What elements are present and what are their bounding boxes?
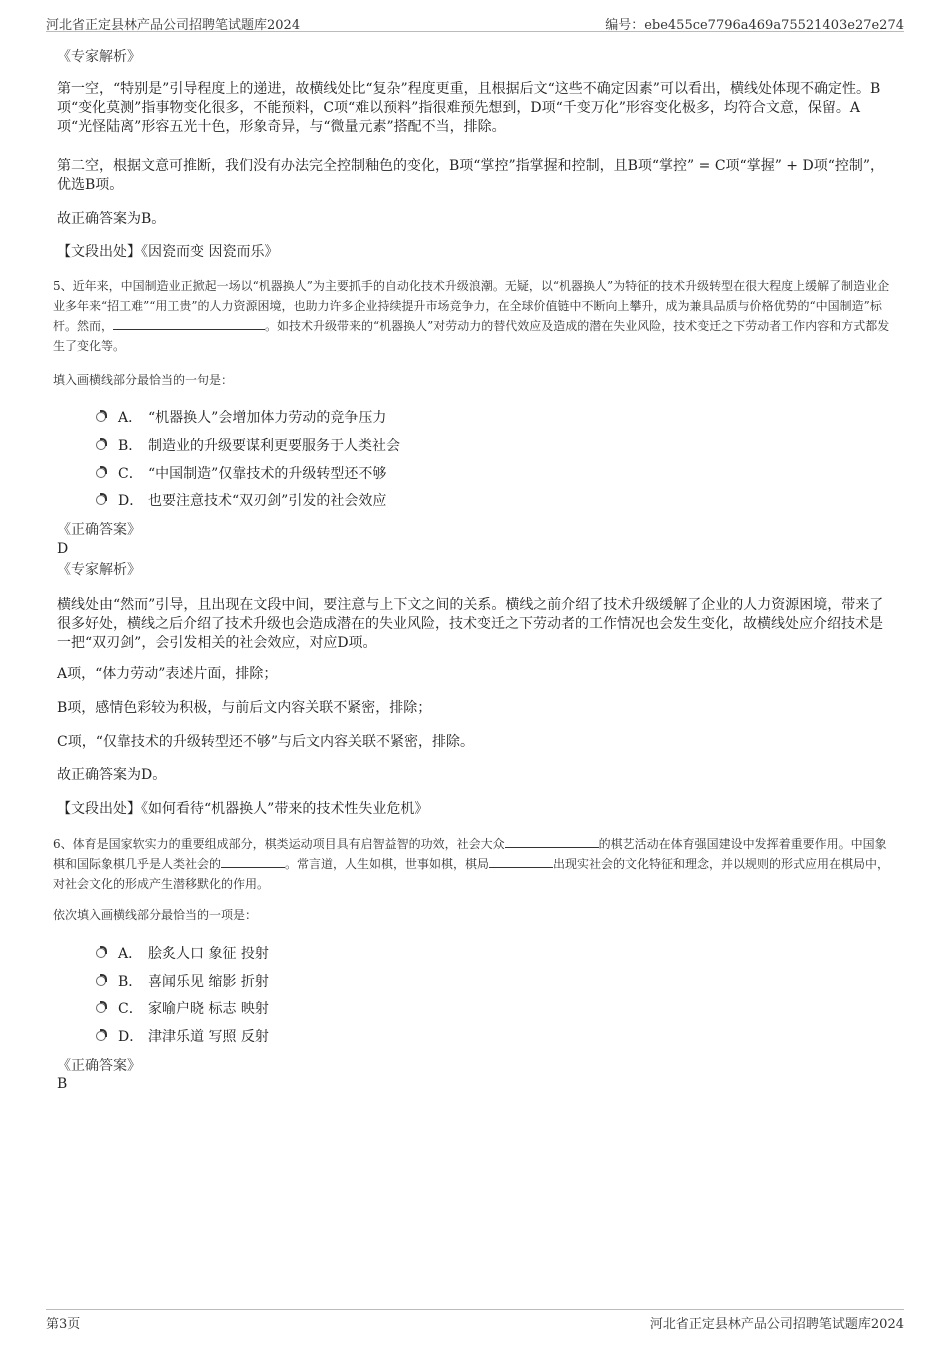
option-letter: B． xyxy=(118,974,143,990)
option-letter: B． xyxy=(118,438,143,454)
expert-analysis-label: 《专家解析》 xyxy=(57,562,141,578)
analysis-paragraph: 第一空，“特别是”引导程度上的递进，故横线处比“复杂”程度更重，且根据后文“这些不确定因素”可以看出，横线处体现不确定性。B项“变化莫测”指事物变化很多，不能预料，C项“难以预料”指很难预先想到，D项“千变万化”形容变化极多，均符合文意，保留。A项“光怪陆离”形容五光十色，形象奇异，与“微量元素”搭配不当，排除。 xyxy=(57,81,881,135)
analysis-point: B项，感情色彩较为积极，与前后文内容关联不紧密，排除； xyxy=(57,700,432,716)
radio-icon[interactable] xyxy=(96,468,106,478)
source-citation: 【文段出处】《因瓷而变 因瓷而乐》 xyxy=(57,244,279,260)
page-header xyxy=(46,10,904,32)
radio-icon[interactable] xyxy=(96,440,106,450)
question-prompt: 依次填入画横线部分最恰当的一项是： xyxy=(53,908,258,922)
fill-blank xyxy=(113,317,265,330)
option-letter: A． xyxy=(118,410,143,426)
header-doc-id: 编号：ebe455ce7796a469a75521403e27e274 xyxy=(605,18,904,33)
correct-answer-label: 《正确答案》 xyxy=(57,522,141,538)
analysis-point: A项，“体力劳动”表述片面，排除； xyxy=(57,666,278,682)
question-text: 5、近年来，中国制造业正掀起一场以“机器换人”为主要抓手的自动化技术升级浪潮。无疑，以“机器换人”为特征的技术升级转型在很大程度上缓解了制造业企业多年来“招工难”“用工贵”的人力资源困境，也助力许多企业持续提升市场竞争力，在全球价值链中不断向上攀升，成为兼具品质与价格优势的“中国制造”标杆。然而， xyxy=(53,279,890,333)
footer-title: 河北省正定县林产品公司招聘笔试题库2024 xyxy=(649,1317,904,1332)
option-text: 也要注意技术“双刃剑”引发的社会效应 xyxy=(148,493,387,509)
question-text: 。如技术升级带来的“机器换人”对劳动力的替代效应及造成的潜在失业风险，技术变迁之下劳动者工作内容和方式都发生了变化等。 xyxy=(53,319,890,353)
correct-answer-label: 《正确答案》 xyxy=(57,1058,141,1074)
analysis-paragraph: 横线处由“然而”引导，且出现在文段中间，要注意与上下文之间的关系。横线之前介绍了技术升级缓解了企业的人力资源困境，带来了很多好处，横线之后介绍了技术升级也会造成潜在的失业风险，技术变迁之下劳动者的工作情况也会发生变化，故横线处应介绍技术是一把“双刃剑”，会引发相关的社会效应，对应D项。 xyxy=(57,597,884,651)
option-text: “中国制造”仅靠技术的升级转型还不够 xyxy=(148,466,387,482)
radio-icon[interactable] xyxy=(96,412,106,422)
option-letter: C． xyxy=(118,466,143,482)
option-letter: D． xyxy=(118,1029,144,1045)
expert-analysis-label: 《专家解析》 xyxy=(57,49,141,65)
fill-blank xyxy=(221,855,285,868)
correct-answer: D xyxy=(57,541,69,557)
question-5-stem xyxy=(53,276,895,356)
correct-answer: B xyxy=(57,1076,68,1092)
analysis-conclusion: 故正确答案为D。 xyxy=(57,767,167,783)
analysis-conclusion: 故正确答案为B。 xyxy=(57,211,166,227)
question-text: 6、体育是国家软实力的重要组成部分，棋类运动项目具有启智益智的功效，社会大众 xyxy=(53,837,505,851)
option-letter: D． xyxy=(118,493,144,509)
radio-icon[interactable] xyxy=(96,495,106,505)
option-letter: A． xyxy=(118,946,143,962)
header-divider xyxy=(46,31,904,32)
option-text: 脍炙人口 象征 投射 xyxy=(148,946,269,962)
question-text: 出现实社会的文化特征和理念，并以规则的形式应用在棋局中，对社会文化的形成产生潜移默化的作用。 xyxy=(53,857,890,891)
radio-icon[interactable] xyxy=(96,1031,106,1041)
question-text: 。常言道，人生如棋，世事如棋，棋局 xyxy=(285,857,490,871)
option-text: 制造业的升级要谋利更要服务于人类社会 xyxy=(148,438,400,454)
radio-icon[interactable] xyxy=(96,1003,106,1013)
option-text: 家喻户晓 标志 映射 xyxy=(148,1001,269,1017)
footer-divider xyxy=(46,1309,904,1310)
page-number: 第3页 xyxy=(46,1317,81,1332)
question-prompt: 填入画横线部分最恰当的一句是： xyxy=(53,373,234,387)
option-text: 喜闻乐见 缩影 折射 xyxy=(148,974,269,990)
option-text: 津津乐道 写照 反射 xyxy=(148,1029,269,1045)
analysis-paragraph: 第二空，根据文意可推断，我们没有办法完全控制釉色的变化，B项“掌控”指掌握和控制，且B项“掌控” = C项“掌握” + D项“控制”，优选B项。 xyxy=(57,158,885,193)
fill-blank xyxy=(489,855,553,868)
source-citation: 【文段出处】《如何看待“机器换人”带来的技术性失业危机》 xyxy=(57,801,429,817)
header-title: 河北省正定县林产品公司招聘笔试题库2024 xyxy=(46,18,301,33)
option-letter: C． xyxy=(118,1001,143,1017)
radio-icon[interactable] xyxy=(96,948,106,958)
question-text: 的棋艺活动在体育强国建设中发挥着重要作用。中国象棋和国际象棋几乎是人类社会的 xyxy=(53,837,887,871)
analysis-point: C项，“仅靠技术的升级转型还不够”与后文内容关联不紧密，排除。 xyxy=(57,734,475,750)
fill-blank xyxy=(505,835,599,848)
option-text: “机器换人”会增加体力劳动的竞争压力 xyxy=(148,410,387,426)
radio-icon[interactable] xyxy=(96,976,106,986)
question-6-stem xyxy=(53,834,895,894)
